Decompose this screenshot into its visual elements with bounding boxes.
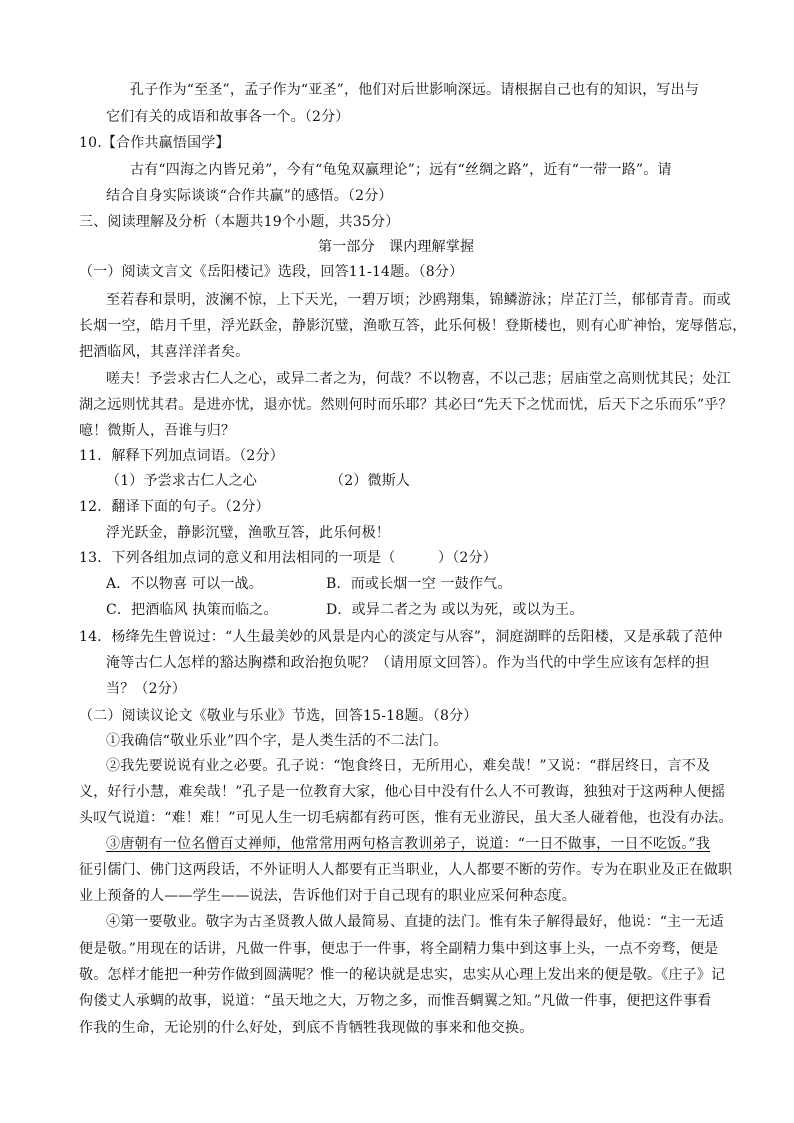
passage2-p2-line3: 头叹气说道：“难！难！”可见人生一切毛病都有药可医，惟有无业游民，虽大圣人碰着他，也没有办法。 <box>79 810 733 826</box>
passage1-p1-line1: 至若春和景明，波澜不惊，上下天光，一碧万顷；沙鸥翔集，锦鳞游泳；岸芷汀兰，郁郁青青。而或 <box>106 292 731 308</box>
q13-option-c: C．把酒临风 执策而临之。 <box>106 602 278 618</box>
q13-heading: 13．下列各组加点词的意义和用法相同的一项是（ ）（2分） <box>79 550 497 566</box>
q14-line2: 淹等古仁人怎样的豁达胸襟和政治抱负呢？（请用原文回答）。作为当代的中学生应该有怎样的担 <box>106 655 710 671</box>
passage1-p2-line2: 湖之远则忧其君。是进亦忧，退亦忧。然则何时而乐耶？其必曰“先天下之忧而忧，后天下之乐而乐”乎？ <box>79 397 733 413</box>
passage2-p3-line1: ③唐朝有一位名僧百丈禅师，他常常用两句格言教训弟子，说道：“一日不做事，一日不吃饭。”我 <box>106 836 711 852</box>
q9-text-line1: 孔子作为“至圣”，孟子作为“亚圣”，他们对后世影响深远。请根据自己也有的知识，写出与 <box>130 82 700 98</box>
passage2-p4-line1: ④第一要敬业。敬字为古圣贤教人做人最简易、直捷的法门。惟有朱子解得最好，他说：“主一无适 <box>106 914 724 930</box>
passage2-p4-line3: 敬。怎样才能把一种劳作做到圆满呢？惟一的秘诀就是忠实，忠实从心理上发出来的便是敬。《庄子》记 <box>79 967 726 983</box>
passage2-p3-line2: 征引儒门、佛门这两段话，不外证明人人都要有正当职业，人人都要不断的劳作。专为在职业及正在做职 <box>79 862 733 878</box>
passage2-intro: （二）阅读议论文《敬业与乐业》节选，回答15-18题。（8分） <box>79 708 478 724</box>
q12-sentence: 浮光跃金，静影沉璧，渔歌互答，此乐何极！ <box>106 525 390 541</box>
q11-item1: （1）予尝求古仁人之心 <box>106 473 258 489</box>
passage2-p2-line2: 义，好行小慧，难矣哉！”孔子是一位教育大家，他心目中没有什么人不可教诲，独独对于这两种人便摇 <box>79 784 726 800</box>
passage1-p1-line3: 把酒临风，其喜洋洋者矣。 <box>79 344 250 360</box>
passage1-p1-line2: 长烟一空，皓月千里，浮光跃金，静影沉璧，渔歌互答，此乐何极！登斯楼也，则有心旷神怡，宠辱偕忘， <box>79 318 747 334</box>
q11-item2: （2）微斯人 <box>330 473 411 489</box>
part1-heading: 第一部分 课内理解掌握 <box>318 239 475 255</box>
q14-line1: 14．杨绛先生曾说过：“人生最美妙的风景是内心的淡定与从容”，洞庭湖畔的岳阳楼，又是承载了范仲 <box>79 629 723 645</box>
passage2-p1: ①我确信“敬业乐业”四个字，是人类生活的不二法门。 <box>106 733 448 749</box>
passage1-p2-line1: 嗟夫！予尝求古仁人之心，或异二者之为，何哉？不以物喜，不以己悲；居庙堂之高则忧其民；处江 <box>106 371 731 387</box>
q13-option-d: D．或异二者之为 或以为死，或以为王。 <box>326 602 584 618</box>
q10-line2: 结合自身实际谈谈“合作共赢”的感悟。（2分） <box>106 188 393 204</box>
q9-text-line2: 它们有关的成语和故事各一个。（2分） <box>106 109 350 125</box>
passage2-p4-line4: 佝偻丈人承蜩的故事，说道：“虽天地之大，万物之多，而惟吾蜩翼之知。”凡做一件事，便把这件事看 <box>79 993 712 1009</box>
passage2-p4-line2: 便是敬。”用现在的话讲，凡做一件事，便忠于一件事，将全副精力集中到这事上头，一点不旁骛，便是 <box>79 941 719 957</box>
q12-heading: 12．翻译下面的句子。（2分） <box>79 499 270 515</box>
q10-line1: 古有“四海之内皆兄弟”，今有“龟兔双赢理论”；远有“丝绸之路”，近有“一带一路”。请 <box>130 162 672 178</box>
passage2-p3-line3: 业上预备的人——学生——说法，告诉他们对于自己现有的职业应采何种态度。 <box>79 888 576 904</box>
section3-heading: 三、阅读理解及分析（本题共19个小题，共35分） <box>79 214 400 230</box>
passage1-p2-line3: 噫！微斯人，吾谁与归？ <box>79 423 236 439</box>
q11-heading: 11．解释下列加点词语。（2分） <box>79 448 284 464</box>
passage2-p4-line5: 作我的生命，无论别的什么好处，到底不肯牺牲我现做的事来和他交换。 <box>79 1020 534 1036</box>
passage1-intro: （一）阅读文言文《岳阳楼记》选段，回答11-14题。（8分） <box>79 264 464 280</box>
q13-option-a: A．不以物喜 可以一战。 <box>106 576 263 592</box>
q10-heading: 10.【合作共赢悟国学】 <box>79 135 230 151</box>
q13-option-b: B．而或长烟一空 一鼓作气。 <box>326 576 512 592</box>
q14-line3: 当？（2分） <box>106 681 187 697</box>
passage2-p2-line1: ②我先要说说有业之必要。孔子说：“饱食终日，无所用心，难矣哉！”又说：“群居终日，言不及 <box>106 758 711 774</box>
